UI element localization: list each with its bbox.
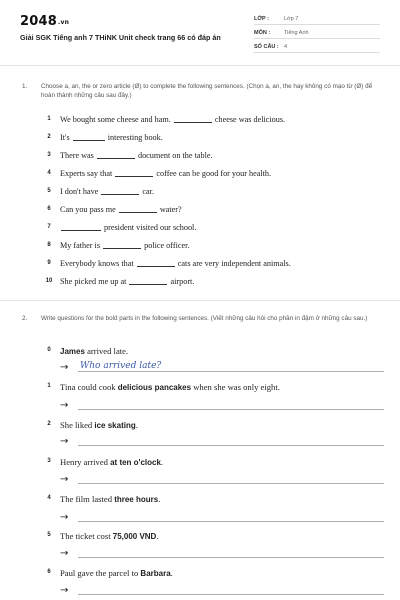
arrow-icon: →: [60, 400, 69, 411]
exercise-1-item: 5 I don't have car.: [47, 187, 154, 196]
exercise-1-item: 4 Experts say that coffee can be good for your health.: [47, 169, 272, 178]
section-divider: [0, 300, 400, 301]
answer-blank[interactable]: [174, 115, 212, 123]
exercise-1-item: 2 It's interesting book.: [47, 133, 163, 142]
answer-line[interactable]: [78, 557, 384, 558]
answer-blank[interactable]: [101, 187, 139, 195]
exercise-1-item: 1 We bought some cheese and ham. cheese was delicious.: [47, 115, 286, 124]
answer-blank[interactable]: [103, 241, 141, 249]
document-title: Giải SGK Tiếng anh 7 THiNK Unit check trang 66 có đáp án: [20, 33, 221, 42]
answer-line[interactable]: [78, 445, 384, 446]
arrow-icon: →: [60, 585, 69, 596]
answer-blank[interactable]: [73, 133, 105, 141]
answer-row: [0, 436, 400, 450]
arrow-icon: →: [60, 474, 69, 485]
answer-row: [0, 585, 400, 599]
meta-grade: LỚP : Lớp 7: [254, 14, 380, 25]
exercise-1-item: 10 She picked me up at airport.: [45, 277, 195, 286]
answer-line[interactable]: [78, 371, 384, 372]
example-answer: Who arrived late?: [80, 361, 162, 371]
exercise-1-item: 7 president visited our school.: [47, 223, 197, 232]
answer-row: [0, 548, 400, 562]
arrow-icon: →: [60, 548, 69, 559]
answer-blank[interactable]: [119, 205, 157, 213]
answer-blank[interactable]: [137, 259, 175, 267]
arrow-icon: →: [60, 512, 69, 523]
answer-blank[interactable]: [115, 169, 153, 177]
answer-row: [0, 400, 400, 414]
worksheet-page: 2048.vn Giải SGK Tiếng anh 7 THiNK Unit check trang 66 có đáp án LỚP : Lớp 7 MÔN : Tiếng Anh SỐ CÂU : 4 1. Choose a, an, the or zero article (Ø) to complete the following sentences. (Chọn a, an, the hay không có mạo từ (Ø) để hoàn thành những câu sau đây.) 1 We bought some cheese and ham. cheese was delicious. 2 It's interesting book. 3 There was document on the table. 4 Experts say that coffee can be good for your health. 5 I don't have car. 6 Can you pass me water? 7 president visited our school. 8 My father is police officer. 9 Everybody knows that cats are very independent animals. 10 She picked me up at airport. 2. Write questions for the bold parts in the following sentences. (Viết những câu hỏi cho phần in đậm ở những câu sau.) 0 James arrived late. → Who arrived late? 1 Tina could cook delicious pancakes when she was only eight. → 2 She liked ice skating. → 3 Henry arrived at ten o'clock. → 4 The film lasted three hours. → 5 The ticket cost 75,000 VND. → 6 Paul gave the parcel to Barbara. →: [0, 0, 400, 600]
answer-blank[interactable]: [129, 277, 167, 285]
answer-line[interactable]: [78, 521, 384, 522]
arrow-icon: →: [60, 436, 69, 447]
answer-line[interactable]: [78, 483, 384, 484]
answer-line[interactable]: [78, 409, 384, 410]
document-header: [0, 0, 400, 66]
answer-blank[interactable]: [97, 151, 135, 159]
answer-blank[interactable]: [61, 223, 101, 231]
exercise-1-item: 9 Everybody knows that cats are very independent animals.: [47, 259, 291, 268]
answer-row: [0, 512, 400, 526]
exercise-1-item: 6 Can you pass me water?: [47, 205, 182, 214]
meta-subject: MÔN : Tiếng Anh: [254, 28, 380, 39]
answer-line[interactable]: [78, 594, 384, 595]
arrow-icon: →: [60, 362, 69, 373]
answer-row: [0, 362, 400, 376]
exercise-1-item: 8 My father is police officer.: [47, 241, 190, 250]
exercise-1-item: 3 There was document on the table.: [47, 151, 213, 160]
meta-question-count: SỐ CÂU : 4: [254, 42, 380, 53]
answer-row: [0, 474, 400, 488]
site-logo[interactable]: 2048.vn: [20, 14, 70, 29]
